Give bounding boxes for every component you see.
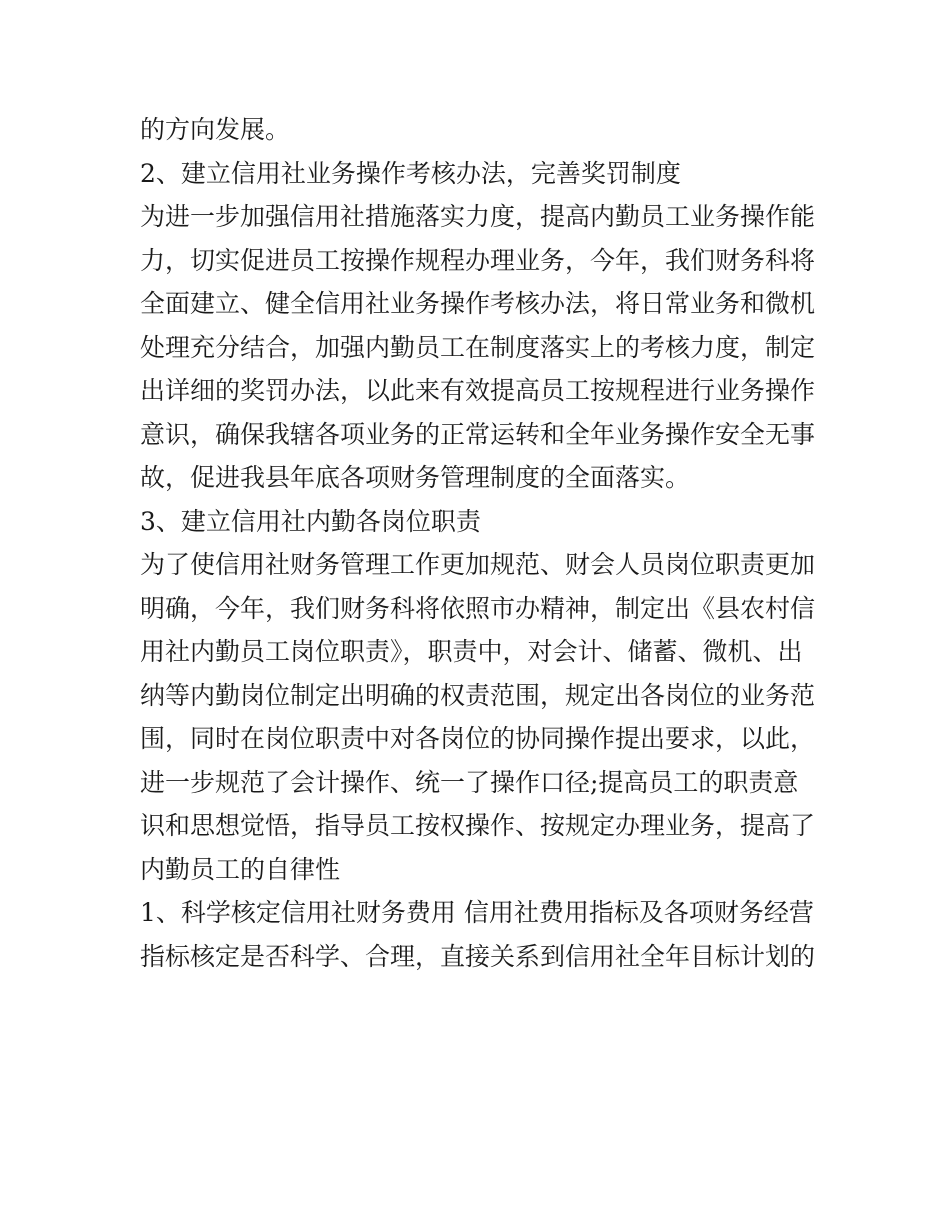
document-body	[140, 108, 830, 978]
text-line: 力，切实促进员工按操作规程办理业务，今年，我们财务科将	[140, 245, 816, 275]
section-heading-3: 3、建立信用社内勤各岗位职责	[140, 506, 481, 536]
text-line: 明确，今年，我们财务科将依照市办精神，制定出《县农村信	[140, 593, 816, 623]
text-line: 进一步规范了会计操作、统一了操作口径;提高员工的职责意	[140, 767, 799, 797]
text-line: 故，促进我县年底各项财务管理制度的全面落实。	[140, 463, 691, 492]
text-line: 为进一步加强信用社措施落实力度，提高内勤员工业务操作能	[140, 202, 816, 231]
text-line: 出详细的奖罚办法，以此来有效提高员工按规程进行业务操作	[140, 376, 816, 405]
text-line: 的方向发展。	[140, 115, 291, 144]
text-line: 内勤员工的自律性	[140, 854, 341, 884]
text-line: 围，同时在岗位职责中对各岗位的协同操作提出要求，以此，	[140, 724, 816, 753]
text-line: 为了使信用社财务管理工作更加规范、财会人员岗位职责更加	[140, 550, 816, 579]
text-line: 处理充分结合，加强内勤员工在制度落实上的考核力度，制定	[140, 332, 816, 362]
text-line: 识和思想觉悟，指导员工按权操作、按规定办理业务，提高了	[140, 811, 816, 840]
text-line: 用社内勤员工岗位职责》，职责中，对会计、储蓄、微机、出	[140, 637, 803, 666]
text-line: 指标核定是否科学、合理，直接关系到信用社全年目标计划的	[140, 941, 816, 971]
section-heading-1: 1、科学核定信用社财务费用 信用社费用指标及各项财务经营	[140, 898, 814, 927]
section-heading-2: 2、建立信用社业务操作考核办法，完善奖罚制度	[140, 158, 681, 188]
text-line: 全面建立、健全信用社业务操作考核办法，将日常业务和微机	[140, 289, 816, 318]
text-line: 意识，确保我辖各项业务的正常运转和全年业务操作安全无事	[140, 419, 816, 449]
text-line: 纳等内勤岗位制定出明确的权责范围，规定出各岗位的业务范	[140, 680, 816, 710]
